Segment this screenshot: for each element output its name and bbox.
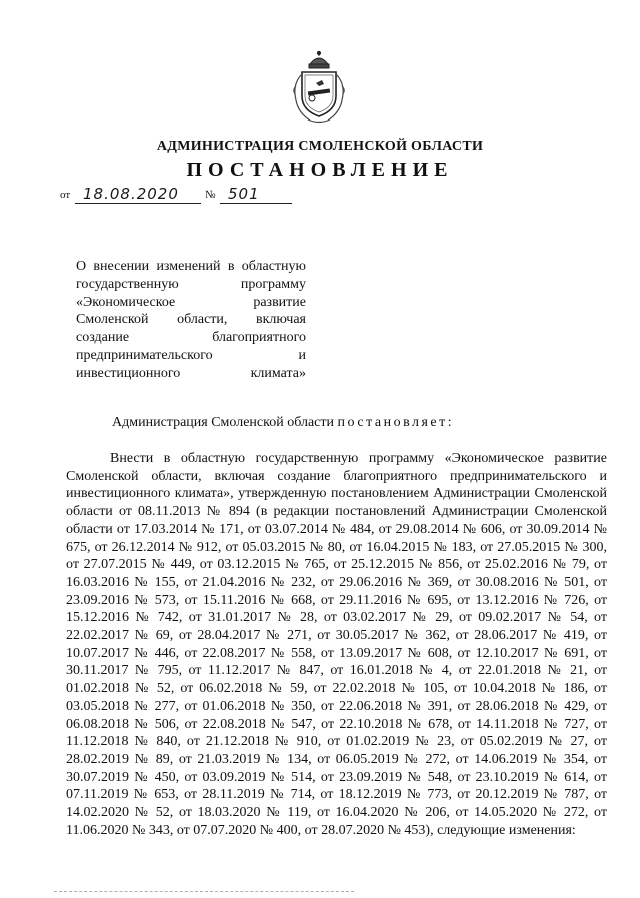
document-number: 501 [220,184,292,204]
document-subject: О внесении изменений в областную государственную программу «Экономическое развитие Смоленской области, включая создание благоприятного предпринимательского и инвестиционного климата» [76,259,306,381]
coat-of-arms-icon [288,50,350,126]
preamble-text: Администрация Смоленской области [112,415,335,430]
document-type-title: ПОСТАНОВЛЕНИЕ [186,159,454,181]
number-prefix: № [205,189,216,201]
preamble [112,415,454,431]
date-prefix: от [60,189,71,201]
document-date: 18.08.2020 [75,184,201,204]
organization-name: АДМИНИСТРАЦИЯ СМОЛЕНСКОЙ ОБЛАСТИ [156,139,484,154]
footer-divider [54,891,354,892]
preamble-verb: постановляет: [337,415,455,430]
body-paragraph: Внести в областную государственную программу «Экономическое развитие Смоленской области, включая создание благоприятного предпринимательского и инвестиционного климата», утвержденную постановлением Администрации Смоленской области от 08.11.2013 № 894 (в редакции постановлений Администрации Смоленской области от 17.03.2014 № 171, от 03.07.2014 № 484, от 29.08.2014 № 606, от 30.09.2014 № 675, от 26.12.2014 № 912, от 05.03.2015 № 80, от 16.04.2015 № 183, от 27.05.2015 № 300, от 27.07.2015 № 449, от 03.12.2015 № 765, от 25.12.2015 № 856, от 25.02.2016 № 79, от 16.03.2016 № 155, от 21.04.2016 № 232, от 29.06.2016 № 369, от 30.08.2016 № 501, от 23.09.2016 № 573, от 15.11.2016 № 668, от 29.11.2016 № 695, от 13.12.2016 № 726, от 15.12.2016 № 742, от 31.01.2017 № 28, от 03.02.2017 № 29, от 09.02.2017 № 54, от 22.02.2017 № 69, от 28.04.2017 № 271, от 30.05.2017 № 362, от 28.06.2017 № 419, от 10.07.2017 № 446, от 22.08.2017 № 558, от 13.09.2017 № 608, от 12.10.2017 № 691, от 30.11.2017 № 795, от 11.12.2017 № 847, от 16.01.2018 № 4, от 22.01.2018 № 21, от 01.02.2018 № 52, от 06.02.2018 № 59, от 22.02.2018 № 105, от 10.04.2018 № 186, от 03.05.2018 № 277, от 01.06.2018 № 350, от 22.06.2018 № 391, от 28.06.2018 № 429, от 06.08.2018 № 506, от 22.08.2018 № 547, от 22.10.2018 № 678, от 14.11.2018 № 727, от 11.12.2018 № 840, от 21.12.2018 № 910, от 01.02.2019 № 23, от 05.02.2019 № 27, от 28.02.2019 № 89, от 21.03.2019 № 134, от 06.05.2019 № 272, от 14.06.2019 № 354, от 30.07.2019 № 450, от 03.09.2019 № 514, от 23.09.2019 № 548, от 23.10.2019 № 614, от 07.11.2019 № 653, от 28.11.2019 № 714, от 18.12.2019 № 773, от 20.12.2019 № 787, от 14.02.2020 № 52, от 18.03.2020 № 119, от 16.04.2020 № 206, от 14.05.2020 № 272, от 11.06.2020 № 343, от 07.07.2020 № 400, от 28.07.2020 № 453), следующие изменения: [66,451,607,838]
